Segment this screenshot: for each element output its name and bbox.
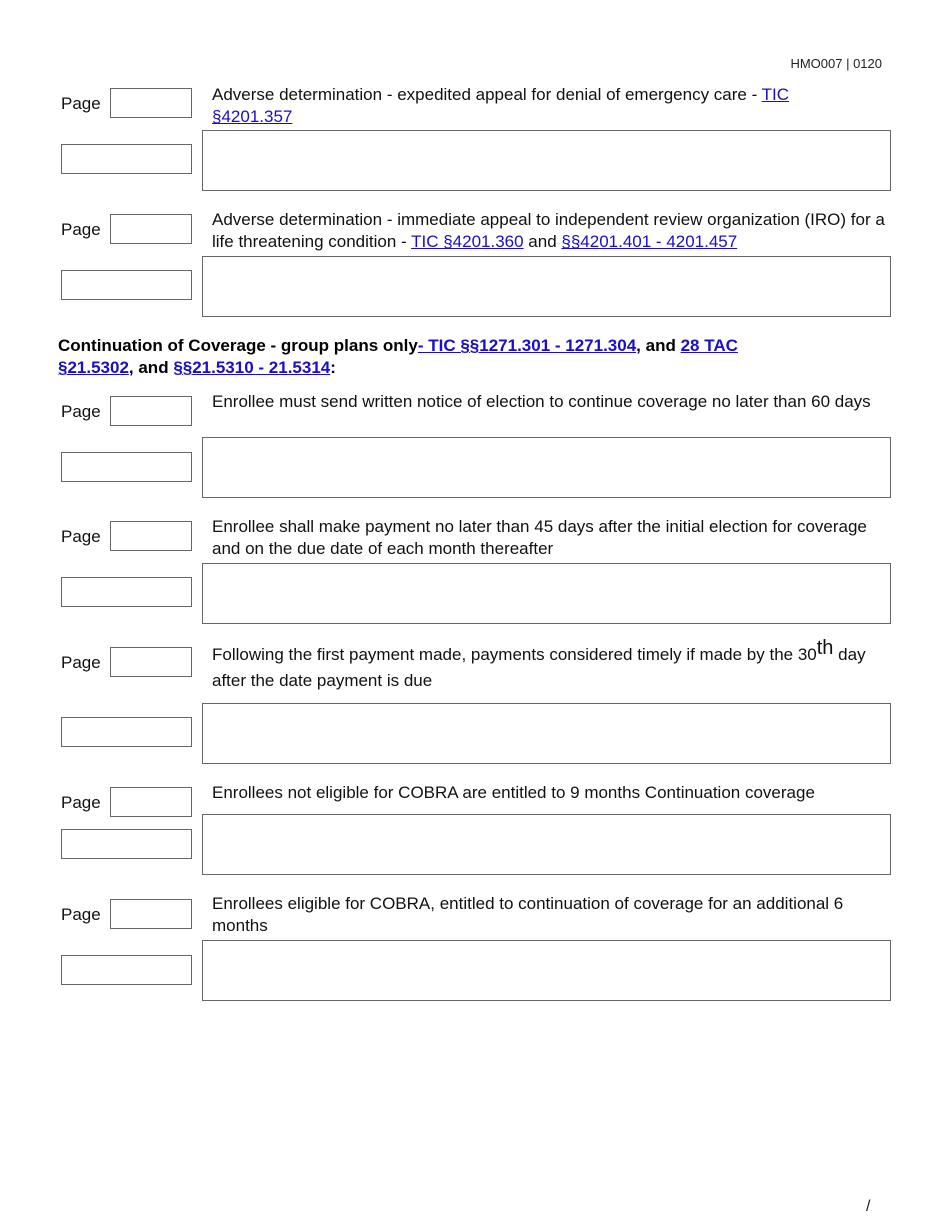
- side-input[interactable]: [61, 829, 192, 859]
- heading-link-tac[interactable]: 28 TAC: [680, 336, 738, 355]
- page-number-input[interactable]: [110, 521, 192, 551]
- page-label: Page: [61, 402, 101, 421]
- page-number-input[interactable]: [110, 88, 192, 118]
- page-label: Page: [61, 653, 101, 672]
- comment-box[interactable]: [202, 814, 891, 875]
- heading-link-tic[interactable]: - TIC §§1271.301 - 1271.304: [417, 336, 637, 355]
- comment-box[interactable]: [202, 130, 891, 191]
- page-label: Page: [61, 793, 101, 812]
- page-label: Page: [61, 94, 101, 113]
- heading-link-tac-section[interactable]: §21.5302: [58, 358, 129, 377]
- form-id: HMO007 | 0120: [790, 56, 882, 71]
- page-number-input[interactable]: [110, 787, 192, 817]
- side-input[interactable]: [61, 144, 192, 174]
- item-description: Enrollees not eligible for COBRA are entitled to 9 months Continuation coverage: [212, 783, 815, 802]
- item-description: Enrollee shall make payment no later than 45 days after the initial election for coverage and on the due date of each month thereafter: [212, 517, 867, 558]
- section-heading: Continuation of Coverage - group plans only- TIC §§1271.301 - 1271.304, and 28 TAC §21.5302, and §§21.5310 - 21.5314:: [58, 336, 738, 377]
- item-description: Following the first payment made, payments considered timely if made by the 30th day after the date payment is due: [212, 637, 866, 690]
- side-input[interactable]: [61, 955, 192, 985]
- tic-link[interactable]: TIC §4201.360: [411, 232, 524, 251]
- comment-box[interactable]: [202, 940, 891, 1001]
- side-input[interactable]: [61, 577, 192, 607]
- tic-section-link[interactable]: §4201.357: [212, 107, 293, 126]
- comment-box[interactable]: [202, 703, 891, 764]
- heading-link-tac-range[interactable]: §§21.5310 - 21.5314: [173, 358, 331, 377]
- item-description: Adverse determination - expedited appeal for denial of emergency care - TIC §4201.357: [212, 85, 790, 126]
- page-label: Page: [61, 905, 101, 924]
- side-input[interactable]: [61, 270, 192, 300]
- item-description: Enrollee must send written notice of election to continue coverage no later than 60 days: [212, 392, 871, 411]
- comment-box[interactable]: [202, 256, 891, 317]
- side-input[interactable]: [61, 452, 192, 482]
- comment-box[interactable]: [202, 563, 891, 624]
- item-description: Enrollees eligible for COBRA, entitled to continuation of coverage for an additional 6 months: [212, 894, 844, 935]
- tic-link[interactable]: TIC: [761, 85, 790, 104]
- side-input[interactable]: [61, 717, 192, 747]
- page-label: Page: [61, 527, 101, 546]
- page-label: Page: [61, 220, 101, 239]
- item-description: Adverse determination - immediate appeal to independent review organization (IRO) for a life threatening condition - TIC §4201.360 and §§4201.401 - 4201.457: [212, 210, 885, 251]
- page-number-input[interactable]: [110, 647, 192, 677]
- comment-box[interactable]: [202, 437, 891, 498]
- ordinal-superscript: th: [816, 637, 834, 659]
- page-number-input[interactable]: [110, 396, 192, 426]
- page-number-input[interactable]: [110, 214, 192, 244]
- tic-range-link[interactable]: §§4201.401 - 4201.457: [561, 232, 738, 251]
- page-number-footer: /: [866, 1198, 871, 1215]
- page-number-input[interactable]: [110, 899, 192, 929]
